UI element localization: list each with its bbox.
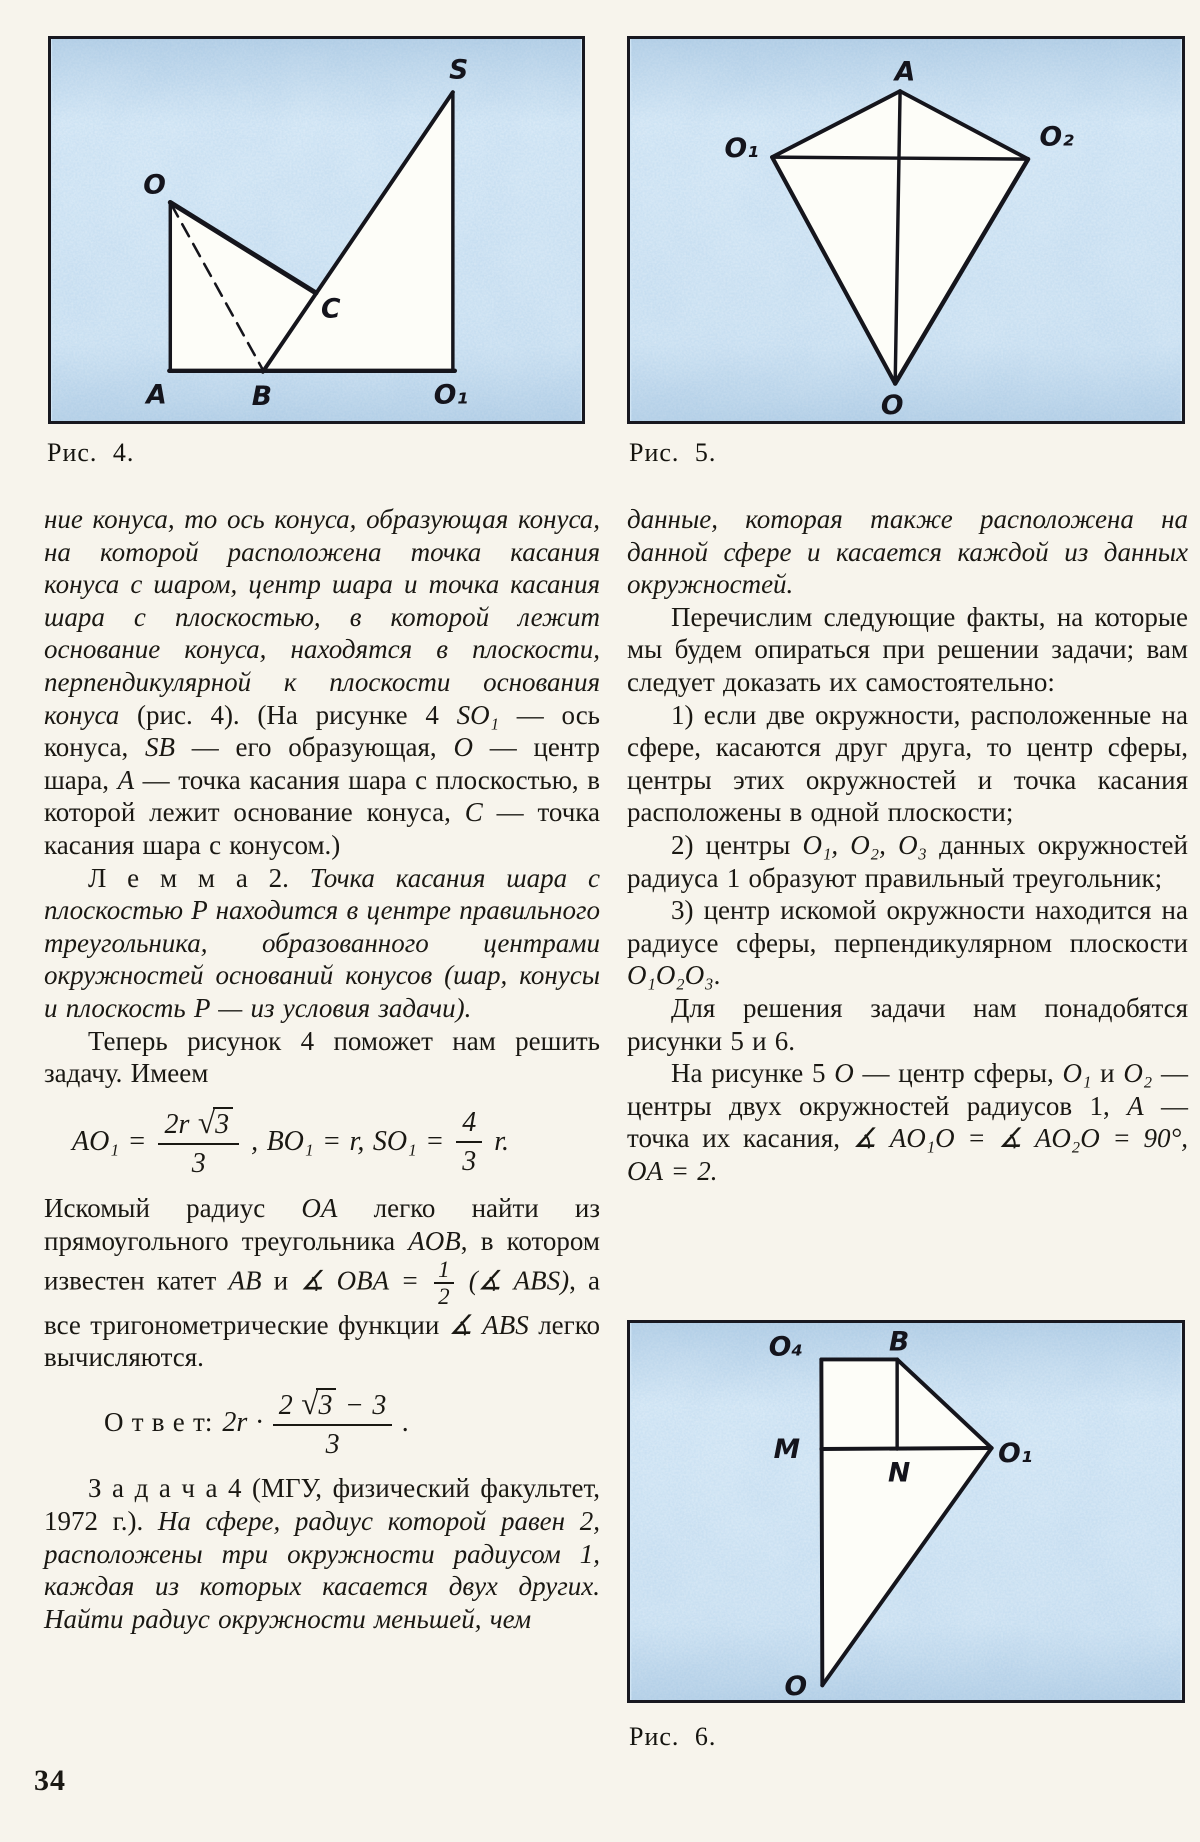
radicand: 3 [316, 1388, 336, 1421]
formula-post: r. [494, 1125, 509, 1157]
paragraph-now-fig4: Теперь рисунок 4 поможет нам решить задачу. Имеем [44, 1025, 600, 1089]
radical-sign: √ [301, 1385, 319, 1421]
figure-6-caption: Рис. 6. [629, 1722, 717, 1751]
fraction-denominator: 3 [191, 1148, 206, 1180]
answer-period: . [402, 1406, 410, 1438]
fraction-numerator-coef: 2r [164, 1108, 198, 1140]
fraction-2sqrt3-minus-3-over-3 [273, 1386, 393, 1461]
fraction-4-over-3 [456, 1107, 482, 1178]
fraction-2r-sqrt3-over-3 [158, 1105, 239, 1180]
fig6-label-N: N [887, 1457, 911, 1489]
fig5-label-A: A [894, 56, 916, 88]
fig6-label-O4: O₄ [768, 1331, 804, 1363]
fraction-denominator: 3 [325, 1429, 340, 1461]
paragraph-problem4: З а д а ч а 4 (МГУ, физический факультет, 1972 г.). На сфере, радиус которой равен 2, расположены три окружности радиусом 1, каждая из которых касается двух других. Найти радиус окружности меньшей, чем [44, 1473, 600, 1634]
fig4-label-A: A [146, 379, 167, 411]
left-column [44, 503, 600, 1635]
figure-6-drawing [630, 1323, 1182, 1700]
figure-5-drawing [630, 39, 1182, 421]
answer-num-pre: 2 [278, 1389, 302, 1421]
fig4-label-C: C [321, 293, 341, 325]
paragraph-lemma2: Л е м м а 2. Точка касания шара с плоскостью P находится в центре правильного треугольника, образованного центрами окружностей оснований конусов (шар, конусы и плоскость P — из условия задачи). [44, 862, 601, 1023]
fig4-label-S: S [449, 54, 469, 86]
fig6-line-O4-M-O [821, 1359, 822, 1685]
paragraph-lemma1-end: ние конуса, то ось конуса, образующая конуса, на которой расположена точка касания конуса с шаром, центр шара и точка касания шара с плоскостью, в которой лежит основание конуса, находятся в плоскости, перпендикулярной к плоскости основания конуса (рис. 4). (На рисунке 4 SO₁ — ось конуса, SB — его образующая, O — центр шара, A — точка касания шара с плоскостью, в которой лежит основание конуса, C — точка касания шара с конусом.) [44, 504, 600, 860]
fig5-label-O2: O₂ [1039, 121, 1074, 153]
answer-line [104, 1386, 600, 1461]
answer-num-post: − 3 [336, 1389, 387, 1421]
answer-coef: 2r · [222, 1406, 263, 1438]
fig4-label-B: B [251, 381, 272, 413]
fraction-numerator: 4 [456, 1107, 482, 1143]
paragraph-fact-1: 1) если две окружности, расположенные на сфере, касаются друг друга, то центр сферы, центры этих окружностей и точка касания расположены в одной плоскости; [627, 699, 1188, 828]
fig5-label-O: O [880, 390, 904, 421]
radical-sign: √ [197, 1104, 216, 1140]
paragraph-fact-2: 2) центры O₁, O₂, O₃ данных окружностей радиуса 1 образуют правильный треугольник; [627, 829, 1188, 893]
paragraph-fact-3: 3) центр искомой окружности находится на радиусе сферы, перпендикулярном плоскости O₁O₂O₃. [627, 895, 1188, 991]
formula-mid: , BO₁ = r, SO₁ = [251, 1125, 445, 1157]
figure-6 [627, 1320, 1185, 1703]
formula-lhs: AO₁ = [72, 1125, 147, 1157]
page-number: 34 [34, 1764, 66, 1797]
fig6-label-O1: O₁ [998, 1437, 1033, 1469]
paragraph-sought-radius: Искомый радиус OA легко найти из прямоугольного треугольника AOB, в котором известен катет AB и ∡ OBA = $\frac{1}{2}$ (∡ ABS), а все тригонометрические функции ∡ ABS легко вычисляются. [44, 1193, 601, 1373]
figure-4-drawing [51, 39, 582, 421]
fig6-line-M-N-O1 [821, 1448, 989, 1449]
paragraph-problem-end: данные, которая также расположена на данной сфере и касается каждой из данных окружностей. [627, 504, 1188, 600]
figure-5 [627, 36, 1185, 424]
fig6-label-M: M [773, 1433, 801, 1465]
figure-4-caption: Рис. 4. [47, 438, 135, 467]
paragraph-figure5-description: На рисунке 5 O — центр сферы, O₁ и O₂ — центры двух окружностей радиусов 1, A — точка их касания, ∡ AO₁O = ∡ AO₂O = 90°, OA = 2. [627, 1058, 1189, 1186]
figure-4 [48, 36, 585, 424]
fraction-denominator: 3 [462, 1146, 477, 1178]
answer-label: О т в е т: [104, 1407, 213, 1438]
fig6-label-O: O [784, 1671, 808, 1700]
paragraph-facts-intro: Перечислим следующие факты, на которые мы будем опираться при решении задачи; вам следует доказать их самостоятельно: [627, 601, 1188, 697]
fig5-label-O1: O₁ [724, 133, 759, 165]
figure-5-caption: Рис. 5. [629, 438, 717, 467]
right-column [627, 503, 1188, 1187]
paragraph-need-figures: Для решения задачи нам понадобятся рисунки 5 и 6. [627, 992, 1188, 1056]
fig4-label-O1: O₁ [433, 379, 469, 411]
radicand: 3 [213, 1107, 233, 1140]
fig6-label-B: B [888, 1326, 910, 1358]
fig4-label-O: O [143, 169, 166, 201]
formula-ao1-bo1-so1 [72, 1105, 600, 1180]
